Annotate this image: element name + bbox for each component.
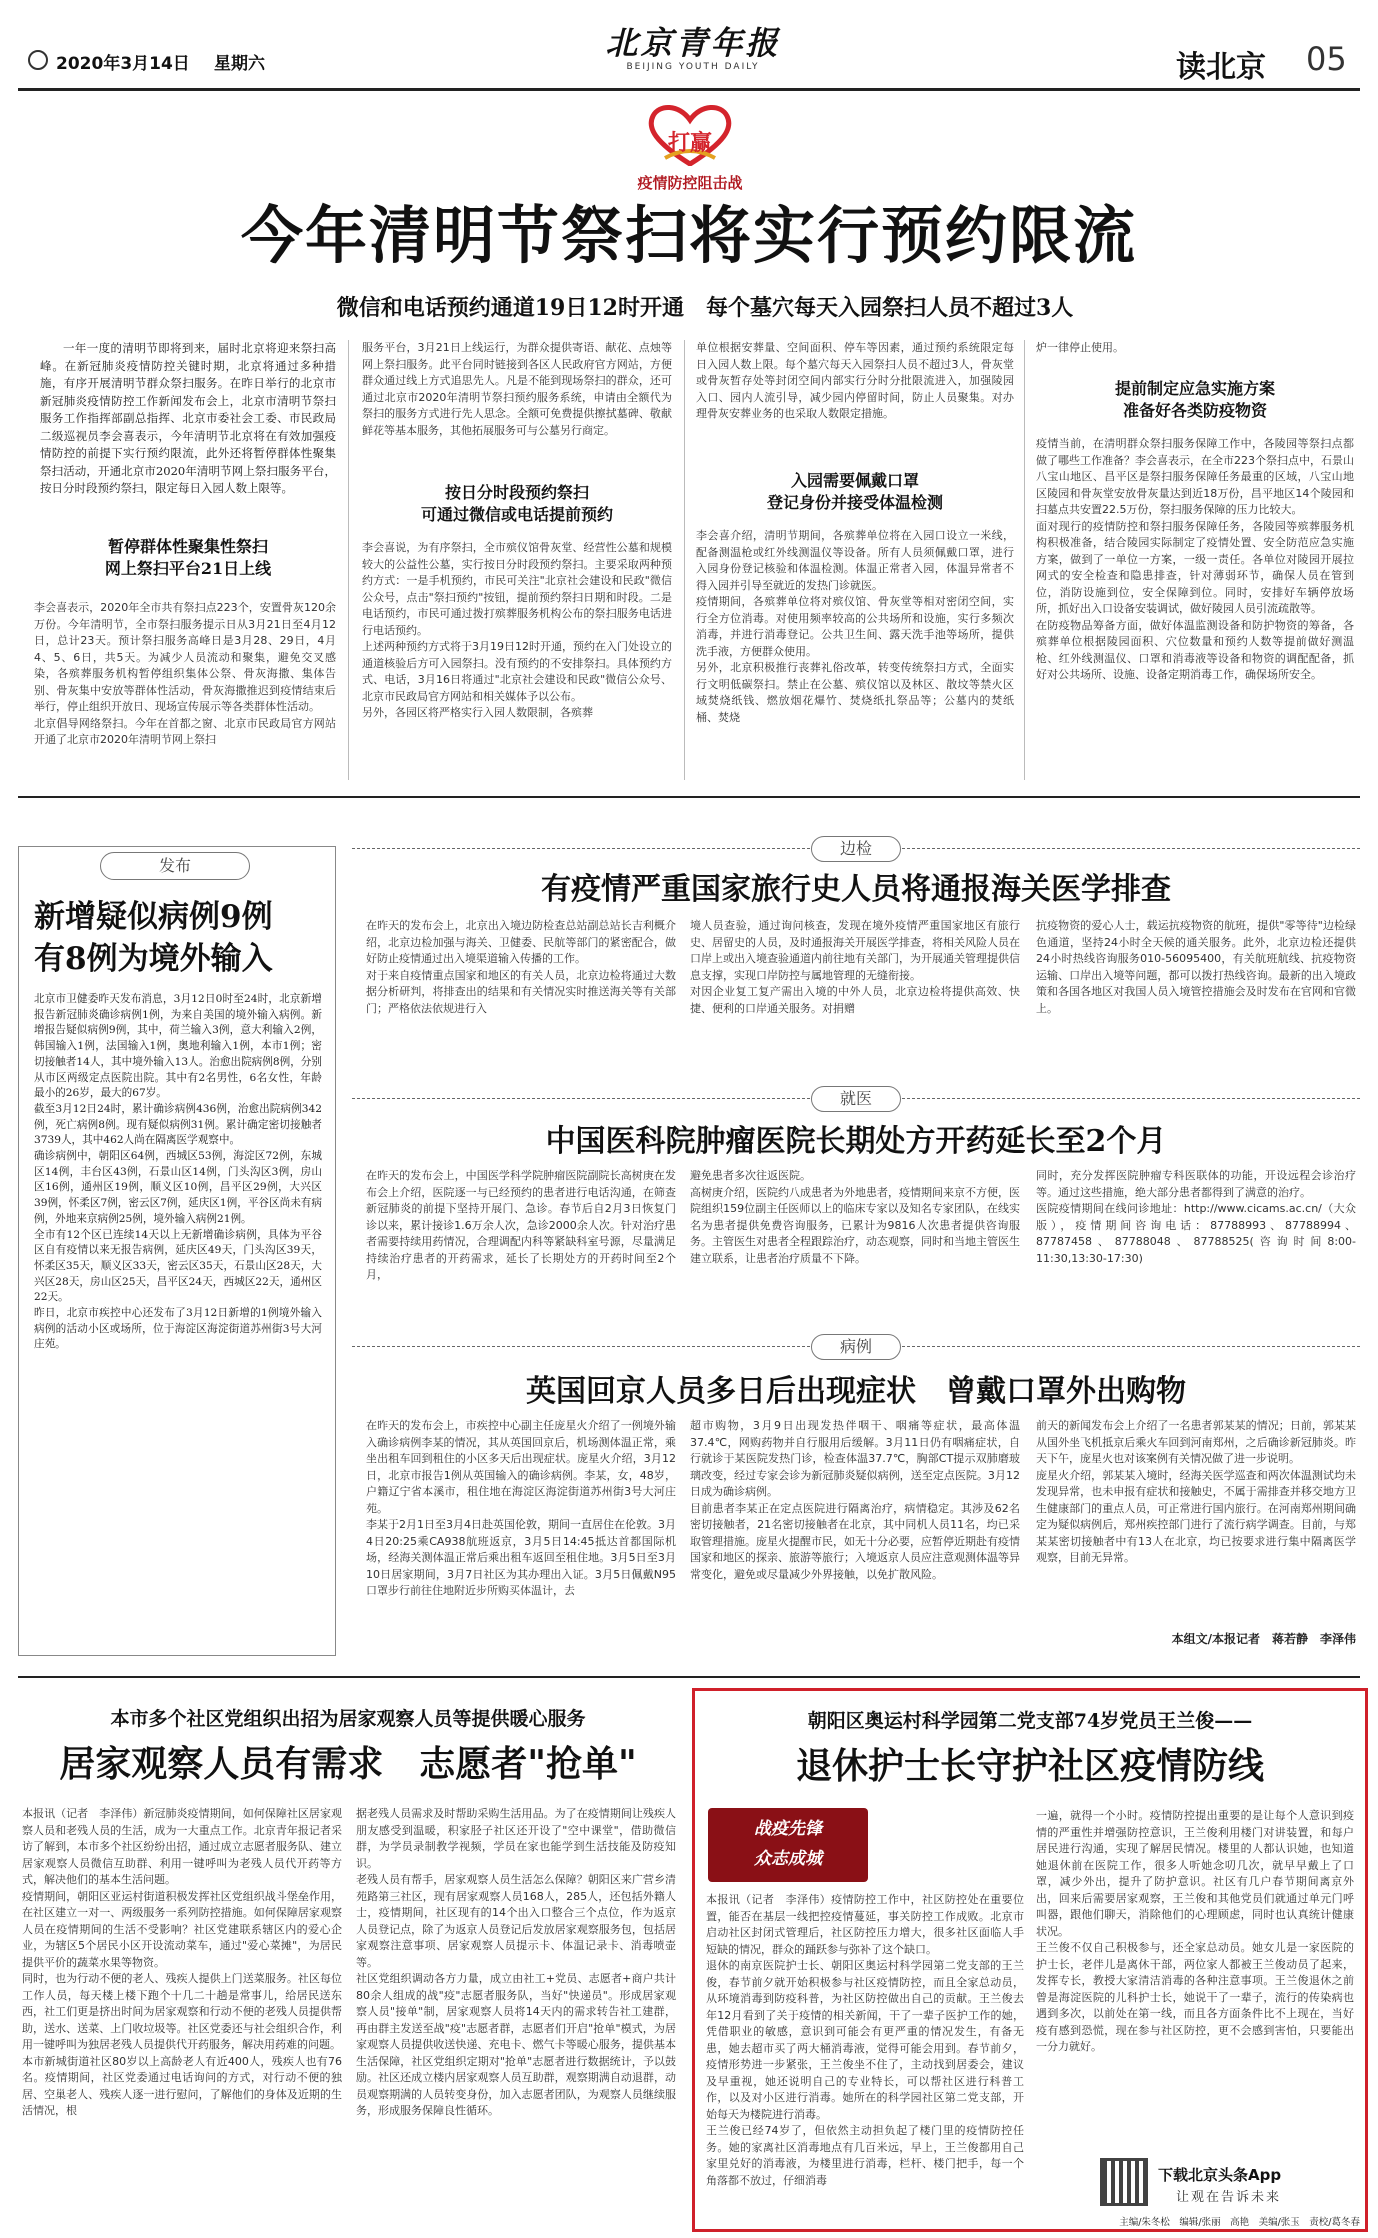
profile-headline: 退休护士长守护社区疫情防线 xyxy=(795,1745,1264,1787)
briefs-headline: 新增疑似病例9例 有8例为境外输入 xyxy=(34,899,273,977)
lead-section1-title: 暂停群体性聚集性祭扫 网上祭扫平台21日上线 xyxy=(104,537,272,578)
profile-col2: 一遍，就得一个小时。疫情防控提出重要的是让每个人意识到疫情的严重性并增强防控意识，王兰俊利用楼门对讲装置，和每户居民进行沟通，实现了解居民情况。楼里的人都认识她，也知道她退休前在医院工作，很多人听她念叨几次，就早早戴上了口罩，减少外出，提升了防护意识。社区有几户春节期间离京外出，回来后需要居家观察，王兰俊和其他党员们就通过单元门呼叫器，跟他们聊天，消除他们的心理顾虑，同时也认真统计健康状况。 王兰俊不仅自己积极参与，还全家总动员。她女儿是一家医院的护士长，老伴儿是离休干部，两位家人都被王兰俊动员了起来，发挥专长，教授大家清洁消毒的各种注意事项。王兰俊退休之前曾是海淀医院的儿科护士长，她说干了一辈子，流行的传染病也遇到多次，以前处在第一线，而且各方面条件比不上现在，当好疫有感到恐慌，现在参与社区防控，更不会感到害怕，只要能出一分力就好。 xyxy=(1036,1809,1354,2053)
column-divider xyxy=(348,340,349,780)
editor-credits: 主编/朱冬松 编辑/张丽 高艳 美编/张玉 责校/葛冬春 xyxy=(1119,2217,1360,2228)
masthead xyxy=(18,18,1360,88)
lead-col3-top: 单位根据安葬量、空间面积、停车等因素，通过预约系统限定每日入园人数上限。每个墓穴每天入园祭扫人员不超过3人，骨灰堂或骨灰暂存处等封闭空间内部实行分时分批限流进入，加强陵园入口、园内人流引导，减少园内停留时间，防止人员聚集。对办理骨灰安葬业务的也采取人数限定措施。 xyxy=(696,341,1014,420)
cases-section-bar xyxy=(352,1334,1360,1360)
lead-section3-body: 李会喜介绍，清明节期间，各殡葬单位将在入园口设立一米线，配备测温枪或红外线测温仪等设备。所有人员须佩戴口罩，进行入园身份登记核验和体温检测。体温正常者入园，体温异常者不得入园并引导至就近的发热门诊就医。 疫情期间，各殡葬单位将对殡仪馆、骨灰堂等相对密闭空间，实行全方位消毒。对使用频率较高的公共场所和设施，实行多频次消毒，并进行消毒登记。公共卫生间、露天洗手池等场所，提供洗手液，方便群众使用。 另外，北京积极推行丧葬礼俗改革，转变传统祭扫方式，全面实行文明低碳祭扫。禁止在公墓、殡仪馆以及林区、散坟等禁火区域焚烧纸钱、燃放烟花爆竹、焚烧纸扎祭品等；公墓内的焚纸桶、焚烧 xyxy=(696,529,1014,724)
lead-section2-title: 按日分时段预约祭扫 可通过微信或电话提前预约 xyxy=(420,483,613,524)
medical-headline: 中国医科院肿瘤医院长期处方开药延长至2个月 xyxy=(545,1124,1167,1159)
medical-col3: 同时，充分发挥医院肿瘤专科医联体的功能，开设远程会诊治疗等。通过这些措施，绝大部分患者都得到了满意的治疗。 医院疫情期间在线问诊地址：http://www.cicams.ac.cn/（大众版），疫情期间咨询电话：87788993、87788994、87787458、87788048、87788525(咨询时间8:00-11:30,13:30-17:30) xyxy=(1036,1169,1356,1265)
medical-col2: 避免患者多次往返医院。 高树庚介绍，医院约八成患者为外地患者，疫情期间来京不方便，医院组织159位副主任医师以上的临床专家以及知名专家团队，在线实名为患者提供免费咨询服务，已累计为9816人次患者提供咨询服务。主管医生对患者全程跟踪治疗，动态观察，同时和当地主管医生建立联系，让患者治疗质量不下降。 xyxy=(690,1169,1020,1265)
border-section-bar xyxy=(352,836,1360,862)
issue-date: 2020年3月14日 xyxy=(56,54,190,74)
badge-emblem: 打赢 xyxy=(667,130,712,156)
cases-tag: 病例 xyxy=(811,1334,901,1360)
lead-section3-title: 入园需要佩戴口罩 登记身份并接受体温检测 xyxy=(766,471,943,512)
badge-label: 疫情防控阻击战 xyxy=(637,174,743,192)
lead-section4-title: 提前制定应急实施方案 准备好各类防疫物资 xyxy=(1114,379,1275,420)
column-divider xyxy=(684,340,685,780)
border-tag: 边检 xyxy=(811,836,901,862)
cases-col1: 在昨天的发布会上，市疾控中心副主任庞星火介绍了一例境外输入确诊病例李某的情况，其从英国回京后，机场测体温正常，乘坐出租车回到租住的小区多天后出现症状。庞星火介绍，3月12日，北京市报告1例从英国输入的确诊病例。李某，女，48岁，户籍辽宁省本溪市，租住地在海淀区海淀街道苏州街3号大河庄苑。 李某于2月1日至3月4日赴英国伦敦，期间一直居住在伦敦。3月4日20:25乘CA938航班返京，3月5日14:45抵达首都国际机场，经海关测体温正常后乘出租车返回至租住地。3月5日至3月10日居家期间，3月7日社区为其办理出入证。3月5日佩戴N95口罩步行前往住地附近步所购买体温计，去 xyxy=(366,1419,676,1597)
border-col1: 在昨天的发布会上，北京出入境边防检查总站副总站长吉利概介绍，北京边检加强与海关、卫健委、民航等部门的紧密配合，做好防止疫情通过出入境渠道输入传播的工作。 对于来自疫情重点国家和地区的有关人员，北京边检将通过大数据分析研判，将排查出的结果和有关情况实时推送海关等有关部门；严格依法依规进行入 xyxy=(366,919,676,1015)
lead-section2-body: 李会喜说，为有序祭扫，全市殡仪馆骨灰堂、经营性公墓和规模较大的公益性公墓，实行按日分时段预约祭扫。主要采取两种预约方式：一是手机预约，市民可关注"北京社会建设和民政"微信公众号，点击"祭扫预约"按钮，提前预约祭扫日期和时段。二是电话预约，市民可通过拨打殡葬服务机构公布的祭扫服务电话进行电话预约。 上述两种预约方式将于3月19日12时开通，预约在入门处设立的通道核验后方可入园祭扫。没有预约的不安排祭扫。具体预约方式、电话，3月16日将通过"北京社会建设和民政"微信公众号、北京市民政局官方网站和相关媒体予以公布。 另外，各园区将严格实行入园人数限制，各殡葬 xyxy=(362,541,672,719)
logo-en: BEIJING YOUTH DAILY xyxy=(626,62,760,72)
medical-tag: 就医 xyxy=(811,1086,901,1112)
cases-col2: 超市购物，3月9日出现发热伴咽干、咽痛等症状，最高体温37.4℃，网购药物并自行服用后缓解。3月11日仍有咽痛症状，自行就诊于某医院发热门诊，检查体温37.7℃，胸部CT提示双肺磨玻璃改变，经过专家会诊为新冠肺炎疑似病例，送至定点医院。3月12日成为确诊病例。 目前患者李某正在定点医院进行隔离治疗，病情稳定。其涉及62名密切接触者，21名密切接触者在北京，其中同机人员11名，均已采取管理措施。庞星火提醒市民，如无十分必要，应暂停近期赴有疫情国家和地区的探亲、旅游等旅行；入境返京人员应注意观测体温等异常变化，避免或尽量减少外界接触，以免扩散风险。 xyxy=(690,1419,1020,1581)
briefs-body: 北京市卫健委昨天发布消息，3月12日0时至24时，北京新增报告新冠肺炎确诊病例1例，为来自美国的境外输入病例。新增报告疑似病例9例，其中，荷兰输入3例，意大利输入2例，韩国输入1例，法国输入1例，奥地利输入1例，本市1例；密切接触者14人，其中境外输入13人。治愈出院病例8例，分别从市区两级定点医院出院。其中有2名男性，6名女性，年龄最小的26岁，最大的67岁。 截至3月12日24时，累计确诊病例436例，治愈出院病例342例，死亡病例8例。现有疑似病例31例。累计确定密切接触者3739人，其中462人尚在隔离医学观察中。 确诊病例中，朝阳区64例，西城区53例，海淀区72例，东城区14例，丰台区43例，石景山区14例，门头沟区3例，房山区16例，通州区19例，顺义区10例，昌平区29例，大兴区39例，怀柔区7例，密云区7例，延庆区1例，平谷区尚未有病例，外地来京病例25例，境外输入病例21例。 全市有12个区已连续14天以上无新增确诊病例，具体为平谷区自有疫情以来无报告病例，延庆区49天，门头沟区39天，怀柔区35天，顺义区33天，密云区35天，石景山区28天，大兴区28天，房山区25天，昌平区24天，西城区22天，通州区22天。 昨日，北京市疾控中心还发布了3月12日新增的1例境外输入病例的活动小区或场所，位于海淀区海淀街道苏州街3号大河庄苑。 xyxy=(34,993,322,1351)
section-name: 读北京 xyxy=(1176,50,1266,85)
medical-col1: 在昨天的发布会上，中国医学科学院肿瘤医院副院长高树庚在发布会上介绍，医院逐一与已经预约的患者进行电话沟通，在筛查新冠肺炎的前提下坚持开展门、急诊。春节后自2月3日恢复门诊以来，累计接诊1.6万余人次，急诊2000余人次。针对治疗患者需要持续用药情况，合理调配内科等紧缺科室号源，尽量满足持续治疗患者的开药需求，延长了长期处方的开药时间至2个月， xyxy=(366,1169,676,1281)
border-col2: 境人员查验，通过询问核查，发现在境外疫情严重国家地区有旅行史、居留史的人员，及时通报海关开展医学排查，将相关风险人员在口岸上或出入境查验通道内前往地有关部门，为开展通关管理提供信息支撑，实现口岸防控与属地管理的无缝衔接。 对因企业复工复产需出入境的中外人员，北京边检将提供高效、快捷、便利的口岸通关服务。对捐赠 xyxy=(690,919,1020,1015)
lead-subhead: 微信和电话预约通道19日12时开通 每个墓穴每天入园祭扫人员不超过3人 xyxy=(336,295,1074,321)
profile-campaign-logo: 战疫先锋 众志成城 xyxy=(708,1808,868,1882)
border-headline: 有疫情严重国家旅行史人员将通报海关医学排查 xyxy=(541,872,1171,907)
community-col1: 本报讯（记者 李泽伟）新冠肺炎疫情期间，如何保障社区居家观察人员和老残人员的生活，成为一大重点工作。北京青年报记者采访了解到，本市多个社区纷纷出招，通过成立志愿者服务队、建立居家观察人员微信互助群、利用一键呼叫为老残人员代开药等方式，解决他们的基本生活问题。 疫情期间，朝阳区亚运村街道积极发挥社区党组织战斗堡垒作用，在社区建立一对一、两级服务一系列防控措施。如何保障居家观察人员在疫情期间的生活不受影响？社区党建联系辖区内的爱心企业，为辖区5个居民小区开设流动菜车，通过"爱心菜摊"，为居民提供平价的蔬菜水果等物资。 同时，也为行动不便的老人、残疾人提供上门送菜服务。社区每位工作人员，每天楼上楼下跑个十几二十趟是常事儿，给居民送东西，社工们更是挤出时间为居家观察和行动不便的老残人员提供帮助，送水、送菜、上门收垃圾等。社区党委还与社会组织合作，利用一键呼叫为独居老残人员提供代开药服务，解决用药难的问题。 本市新城街道社区80岁以上高龄老人有近400人，残疾人也有76名。疫情期间，社区党委通过电话询问的方式，对行动不便的独居、空巢老人、残疾人逐一进行慰问，了解他们的身体及近期的生活情况，根 xyxy=(22,1807,342,2117)
issue-weekday: 星期六 xyxy=(214,54,265,74)
campaign-badge xyxy=(600,104,780,204)
logo-cn: 北京青年报 xyxy=(605,24,781,62)
page-number: 05 xyxy=(1306,40,1347,78)
lead-intro: 一年一度的清明节即将到来，届时北京将迎来祭扫高峰。在新冠肺炎疫情防控关键时期，北京将通过多种措施，有序开展清明节群众祭扫服务。在昨日举行的北京市新冠肺炎疫情防控工作新闻发布会上，北京市清明节祭扫服务工作指挥部副总指挥、北京市委社会工委、市民政局二级巡视员李会喜表示，今年清明节北京将在有效加强疫情防控的前提下实行预约限流，此外还将暂停群体性聚集祭扫活动，开通北京市2020年清明节网上祭扫服务平台，按日分时段预约祭扫，限定每日入园人数上限等。 xyxy=(40,341,336,495)
cases-credit: 本组文/本报记者 蒋若静 李泽伟 xyxy=(1171,1632,1356,1646)
community-kicker: 本市多个社区党组织出招为居家观察人员等提供暖心服务 xyxy=(110,1708,586,1730)
profile-kicker: 朝阳区奥运村科学园第二党支部74岁党员王兰俊—— xyxy=(807,1710,1253,1732)
lead-headline: 今年清明节祭扫将实行预约限流 xyxy=(240,199,1137,272)
community-col2: 据老残人员需求及时帮助采购生活用品。为了在疫情期间让残疾人朋友感受到温暖，积家胫子社区还开设了"空中课堂"，借助微信群，为学员录制教学视频，学员在家也能学到生活技能及防疫知识。 老残人员有帮手，居家观察人员生活怎么保障？朝阳区来广营乡清苑路第三社区，现有居家观察人员168人，285人，还包括外籍人士，疫情期间，社区现有的14个出入口整合三个点位，作为返京人员登记点，除了为返京人员登记后发放居家观察服务包，包括居家观察注意事项、居家观察人员提示卡、体温记录卡、消毒喷壶等。 社区党组织调动各方力量，成立由社工+党员、志愿者+商户共计80余人组成的战"疫"志愿者服务队，当好"快递员"。形成居家观察人员"接单"制，居家观察人员将14天内的需求转告社工建群，再由群主发送至战"疫"志愿者群，志愿者们开启"抢单"模式，为居家观察人员提供收送快递、充电卡、燃气卡等暖心服务，提供基本生活保障，社区党组织定期对"抢单"志愿者进行数据统计，予以鼓励。社区还成立楼内居家观察人员互助群，观察期满自动退群，动员观察期满的人员转变身份，加入志愿者团队，为观察人员继续服务，形成服务保障良性循环。 xyxy=(356,1807,676,2117)
cases-col3: 前天的新闻发布会上介绍了一名患者郭某某的情况；日前，郭某某从国外坐飞机抵京后乘火车回到河南郑州，之后确诊新冠肺炎。昨天下午，庞星火也对该案例有关情况做了进一步说明。 庞星火介绍，郭某某入境时，经海关医学巡查和两次体温测试均未发现异常，也未申报有症状和接触史，不属于需排查并移交地方卫生健康部门的重点人员，可正常进行国内旅行。在河南郑州期间确定为疑似病例后，郑州疾控部门进行了流行病学调查。目前，与郑某某密切接触者中有13人在北京，均已按要求进行集中隔离医学观察，目前无异常。 xyxy=(1036,1419,1356,1564)
column-divider xyxy=(1024,340,1025,780)
lead-col2-top: 服务平台，3月21日上线运行，为群众提供寄语、献花、点烛等网上祭扫服务。此平台同时链接到各区人民政府官方网站，方便群众通过线上方式追思先人。凡是不能到现场祭扫的群众，还可通过北京市2020年清明节祭扫预约服务系统，申请由全额代为祭扫的服务方式进行先人思念。全额可免费提供擦拭墓碑、敬献鲜花等基本服务，其他拓展服务可与公墓另行商定。 xyxy=(362,341,672,437)
masthead-rule xyxy=(18,88,1360,91)
app-qr-code[interactable] xyxy=(1100,2158,1148,2206)
lead-section1-body: 李会喜表示，2020年全市共有祭扫点223个，安置骨灰120余万份。今年清明节，全市祭扫服务提示日从3月21日至4月12日，总计23天。预计祭扫服务高峰日是3月28、29日，4月4、5、6日，共5天。为减少人员流动和聚集，避免交叉感染，各殡葬服务机构暂停组织集体公祭、骨灰海撒、集体告别、骨灰集中安放等群体性活动，骨灰海撒推迟到疫情结束后举行，停止组织开放日、现场宣传展示等各类群体性活动。 北京倡导网络祭扫。今年在首都之窗、北京市民政局官方网站开通了北京市2020年清明节网上祭扫 xyxy=(34,601,336,746)
calendar-icon xyxy=(28,50,48,70)
app-download-title[interactable]: 下载北京头条App xyxy=(1158,2166,1282,2184)
community-headline: 居家观察人员有需求 志愿者"抢单" xyxy=(59,1743,637,1785)
briefs-tag xyxy=(100,852,250,880)
cases-headline: 英国回京人员多日后出现症状 曾戴口罩外出购物 xyxy=(526,1374,1186,1409)
border-col3: 抗疫物资的爱心人士，载运抗疫物资的航班，提供"零等待"边检绿色通道，坚持24小时全天候的通关服务。此外，北京边检还提供24小时热线咨询服务010-56095400，有关航班航线、抗疫物资运输、口岸出入境等问题，都可以拨打热线咨询。最新的出入境政策和各国各地区对我国人员入境管控措施会及时发布在官网和官微上。 xyxy=(1036,919,1356,1015)
section-rule xyxy=(18,1676,1360,1678)
profile-col1: 本报讯（记者 李泽伟）疫情防控工作中，社区防控处在重要位置，能否在基层一线把控疫情蔓延，事关防控工作成败。北京市启动社区封闭式管理后，社区防控压力增大，很多社区面临人手短缺的情况，群众的踊跃参与弥补了这个缺口。 退休的南京医院护士长、朝阳区奥运村科学园第二党支部的王兰俊，春节前夕就开始积极参与社区疫情防控，而且全家总动员，从环境消毒到防疫科普，为社区防控做出自己的贡献。王兰俊去年12月看到了关于疫情的相关新闻，干了一辈子医护工作的她，凭借职业的敏感，意识到可能会有更严重的情况发生，有备无患，她去超市买了两大桶消毒液，觉得可能会用到。春节前夕，疫情形势进一步紧张，王兰俊坐不住了，主动找到居委会，建议及早重视，她还说明自己的专业特长，可以帮社区进行科普工作，以及对小区进行消毒。她所在的科学园社区第二党支部，开始每天为楼院进行消毒。 王兰俊已经74岁了，但依然主动担负起了楼门里的疫情防控任务。她的家离社区消毒地点有几百米远，早上，王兰俊都用自己家里兑好的消毒液，为楼里进行消毒，栏杆、楼门把手，每一个角落都不放过，仔细消毒 xyxy=(706,1893,1024,2187)
lead-col4-top: 炉一律停止使用。 xyxy=(1036,341,1124,354)
briefs-tag-label: 发布 xyxy=(158,856,191,875)
newspaper-logo xyxy=(578,24,808,72)
section-rule xyxy=(18,796,1360,798)
app-tagline: 让观在告诉未来 xyxy=(1176,2190,1282,2205)
lead-section4-body: 疫情当前，在清明群众祭扫服务保障工作中，各陵园等祭扫点都做了哪些工作准备？李会喜表示，在全市223个祭扫点中，石景山八宝山地区、昌平区是祭扫服务保障任务最重的区域，八宝山地区陵园和骨灰堂安放骨灰量达到近18万份，昌平地区14个陵园和扫墓点共安置22.5万份，祭扫服务保障的压力比较大。 面对现行的疫情防控和祭扫服务保障任务，各陵园等殡葬服务机构积极准备，结合陵园实际制定了疫情处置、安全防范应急实施方案，做到了一单位一方案，一级一责任。各单位对陵园开展拉网式的安全检查和隐患排查，针对薄弱环节，确保人员在管到位，消防设施到位，安全保障到位。同时，安排好车辆停放场所，抓好出入口设备安装调试，做好陵园人员引流疏散等。 在防疫物品筹备方面，做好体温监测设备和防护物资的筹备，各殡葬单位根据陵园面积、穴位数量和预约人数等提前做好测温枪、红外线测温仪、口罩和消毒液等设备和物资的调配配备，抓好对公共场所、设施、设备定期消毒工作，确保场所安全。 xyxy=(1036,437,1354,681)
medical-section-bar xyxy=(352,1086,1360,1112)
